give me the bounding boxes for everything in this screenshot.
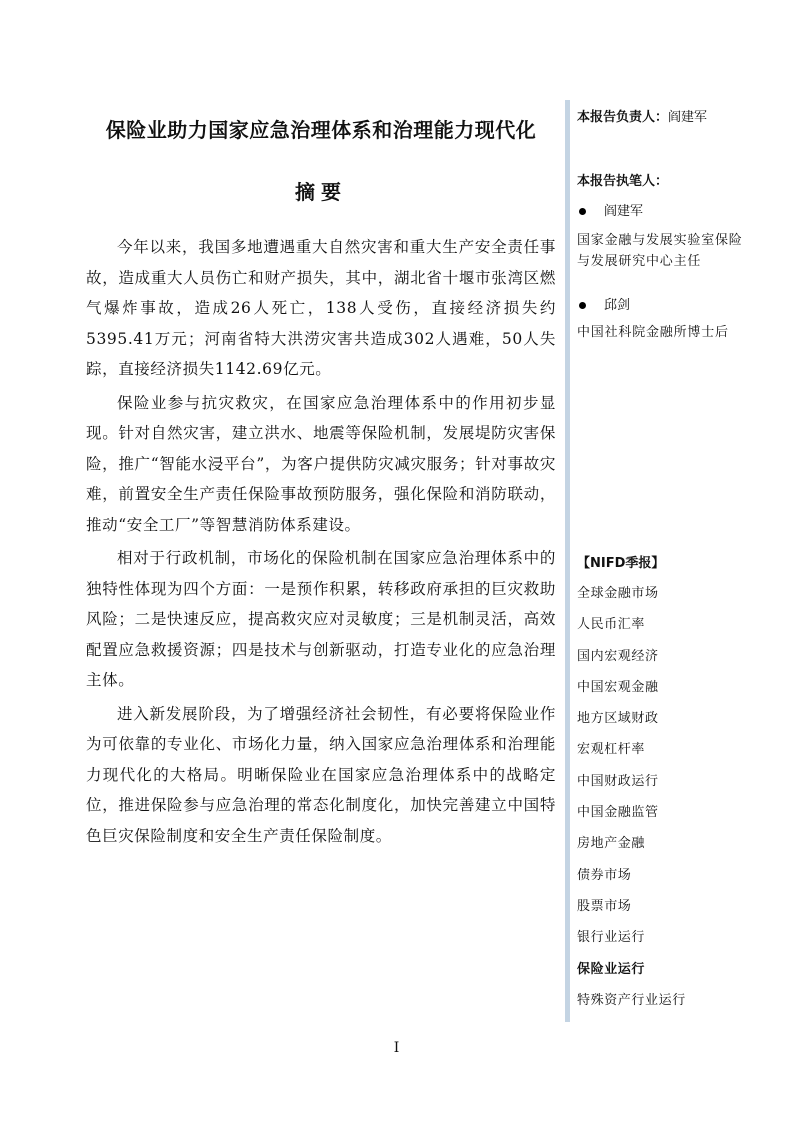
authors-label: 本报告执笔人：	[577, 174, 669, 189]
bullet-icon	[579, 208, 586, 215]
series-item[interactable]: 债券市场	[577, 867, 632, 883]
author-name: 邱剑	[604, 298, 631, 313]
sidebar-divider	[565, 100, 570, 1022]
series-item[interactable]: 特殊资产行业运行	[577, 992, 686, 1008]
series-item[interactable]: 宏观杠杆率	[577, 742, 646, 758]
bullet-icon	[579, 302, 586, 309]
abstract-paragraph: 保险业参与抗灾救灾，在国家应急治理体系中的作用初步显现。针对自然灾害，建立洪水、地震等保险机制，发展堤防灾害保险，推广“智能水浸平台”，为客户提供防灾减灾服务；针对事故灾难，前置安全生产责任保险事故预防服务，强化保险和消防联动，推动“安全工厂”等智慧消防体系建设。	[86, 393, 556, 534]
abstract-paragraph: 相对于行政机制，市场化的保险机制在国家应急治理体系中的独特性体现为四个方面：一是预作积累，转移政府承担的巨灾救助风险；二是快速反应，提高救灾应对灵敏度；三是机制灵活，高效配置应急救援资源；四是技术与创新驱动，打造专业化的应急治理主体。	[86, 549, 556, 689]
page-number: I	[393, 1040, 400, 1056]
series-item[interactable]: 房地产金融	[577, 836, 646, 852]
abstract-paragraph: 进入新发展阶段，为了增强经济社会韧性，有必要将保险业作为可依靠的专业化、市场化力量，纳入国家应急治理体系和治理能力现代化的大格局。明晰保险业在国家应急治理体系中的战略定位，推进保险参与应急治理的常态化制度化，加快完善建立中国特色巨灾保险制度和安全生产责任保险制度。	[86, 704, 556, 845]
author-affiliation: 中国社科院金融所博士后	[577, 325, 729, 340]
series-item[interactable]: 保险业运行	[577, 961, 646, 977]
responsible-line	[577, 108, 707, 128]
author-name: 阎建军	[604, 204, 644, 219]
responsible-name: 阎建军	[668, 110, 708, 125]
author-item	[577, 296, 757, 316]
series-item[interactable]: 中国宏观金融	[577, 679, 659, 695]
report-title: 保险业助力国家应急治理体系和治理能力现代化	[105, 118, 537, 142]
series-item[interactable]: 股票市场	[577, 898, 632, 914]
series-item[interactable]: 中国财政运行	[577, 773, 659, 789]
series-item[interactable]: 地方区域财政	[577, 711, 659, 727]
series-item[interactable]: 国内宏观经济	[577, 648, 659, 664]
series-item[interactable]: 银行业运行	[577, 930, 646, 946]
series-item[interactable]: 人民币汇率	[577, 617, 646, 633]
series-heading: 【NIFD季报】	[577, 556, 665, 571]
series-item[interactable]: 中国金融监管	[577, 805, 659, 821]
responsible-label: 本报告负责人：	[577, 110, 669, 125]
abstract-body	[86, 232, 556, 851]
series-list	[577, 584, 757, 1022]
author-affiliation: 国家金融与发展实验室保险与发展研究中心主任	[577, 233, 743, 269]
abstract-paragraph: 今年以来，我国多地遭遇重大自然灾害和重大生产安全责任事故，造成重大人员伤亡和财产损失，其中，湖北省十堰市张湾区燃气爆炸事故，造成26人死亡，138人受伤，直接经济损失约5395.41万元；河南省特大洪涝灾害共造成302人遇难，50人失踪，直接经济损失1142.69亿元。	[86, 238, 556, 378]
author-item	[577, 202, 757, 222]
abstract-heading: 摘要	[295, 180, 347, 204]
series-item[interactable]: 全球金融市场	[577, 586, 659, 601]
